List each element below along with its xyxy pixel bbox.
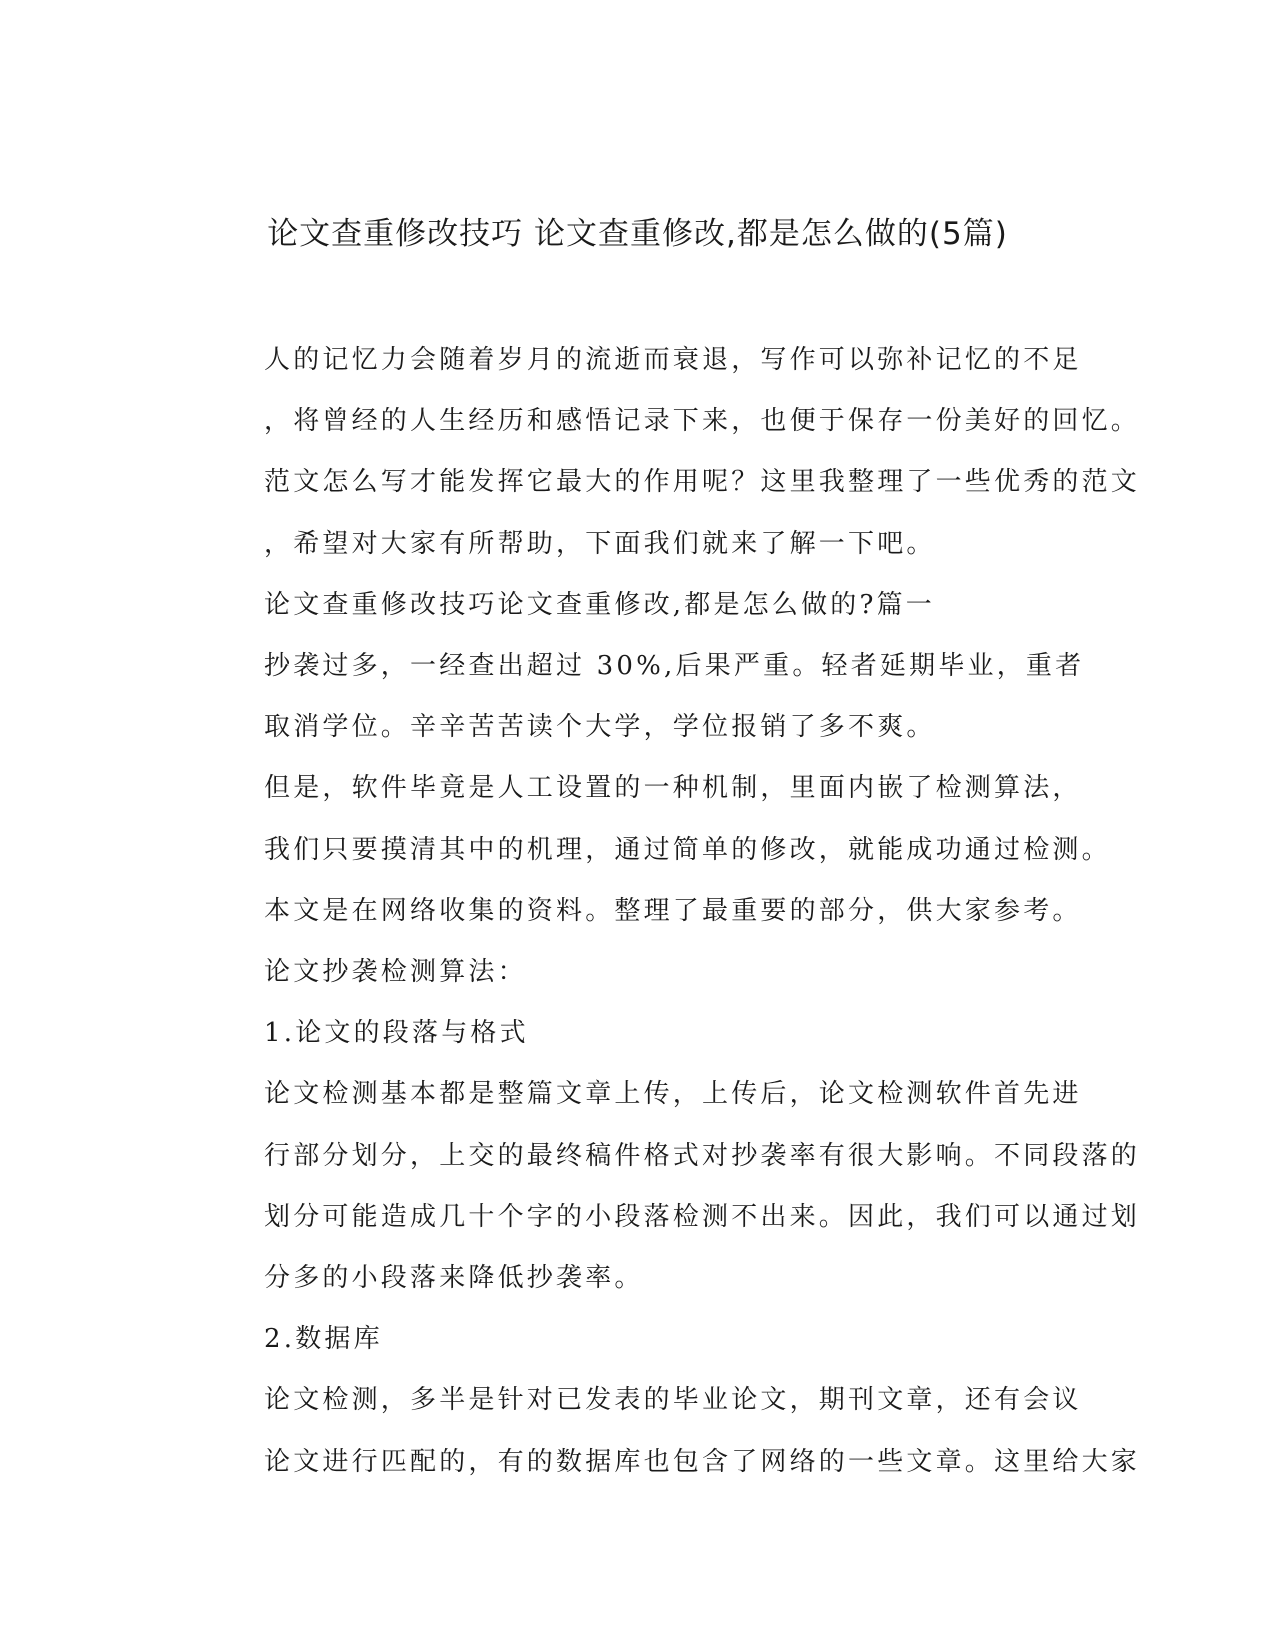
paragraph-line: 论文检测，多半是针对已发表的毕业论文，期刊文章，还有会议 bbox=[264, 1385, 1082, 1416]
paragraph-line: 划分可能造成几十个字的小段落检测不出来。因此，我们可以通过划 bbox=[264, 1201, 1141, 1232]
paragraph-line: 论文检测基本都是整篇文章上传，上传后，论文检测软件首先进 bbox=[264, 1079, 1082, 1110]
paragraph-line: ，希望对大家有所帮助，下面我们就来了解一下吧。 bbox=[264, 528, 936, 559]
paragraph bbox=[189, 758, 1111, 880]
paragraph-line: 论文抄袭检测算法： bbox=[264, 957, 527, 988]
paragraph-line: 本文是在网络收集的资料。整理了最重要的部分，供大家参考。 bbox=[264, 895, 1082, 926]
document-title: 论文查重修改技巧 论文查重修改,都是怎么做的(5篇) bbox=[267, 216, 1008, 252]
paragraph-line: 但是，软件毕竟是人工设置的一种机制，里面内嵌了检测算法， bbox=[264, 773, 1082, 804]
paragraph bbox=[189, 330, 1141, 575]
paragraph-line: 我们只要摸清其中的机理，通过简单的修改，就能成功通过检测。 bbox=[264, 834, 1111, 865]
paragraph-line: 人的记忆力会随着岁月的流逝而衰退，写作可以弥补记忆的不足 bbox=[264, 345, 1082, 375]
paragraph-line: 行部分划分，上交的最终稿件格式对抄袭率有很大影响。不同段落的 bbox=[264, 1140, 1141, 1171]
paragraph-line: 1.论文的段落与格式 bbox=[264, 1018, 529, 1049]
paragraph bbox=[189, 1064, 1141, 1309]
paragraph-line: 范文怎么写才能发挥它最大的作用呢？这里我整理了一些优秀的范文 bbox=[264, 467, 1141, 498]
paragraph-line: 抄袭过多，一经查出超过 30%,后果严重。轻者延期毕业，重者 bbox=[264, 651, 1085, 682]
paragraph-line: ，将曾经的人生经历和感悟记录下来，也便于保存一份美好的回忆。 bbox=[264, 406, 1141, 437]
paragraph bbox=[189, 1003, 1089, 1064]
paragraph bbox=[189, 942, 1089, 1003]
document-body bbox=[189, 330, 1141, 1493]
paragraph bbox=[189, 1370, 1141, 1492]
paragraph bbox=[189, 575, 1089, 636]
paragraph bbox=[189, 1309, 1089, 1370]
paragraph-line: 分多的小段落来降低抄袭率。 bbox=[264, 1263, 644, 1294]
paragraph-line: 论文查重修改技巧论文查重修改,都是怎么做的?篇一 bbox=[264, 589, 936, 620]
paragraph bbox=[189, 881, 1089, 942]
paragraph-line: 取消学位。辛辛苦苦读个大学，学位报销了多不爽。 bbox=[264, 712, 936, 743]
paragraph bbox=[189, 636, 1089, 758]
paragraph-line: 论文进行匹配的，有的数据库也包含了网络的一些文章。这里给大家 bbox=[264, 1446, 1141, 1477]
paragraph-line: 2.数据库 bbox=[264, 1324, 383, 1355]
